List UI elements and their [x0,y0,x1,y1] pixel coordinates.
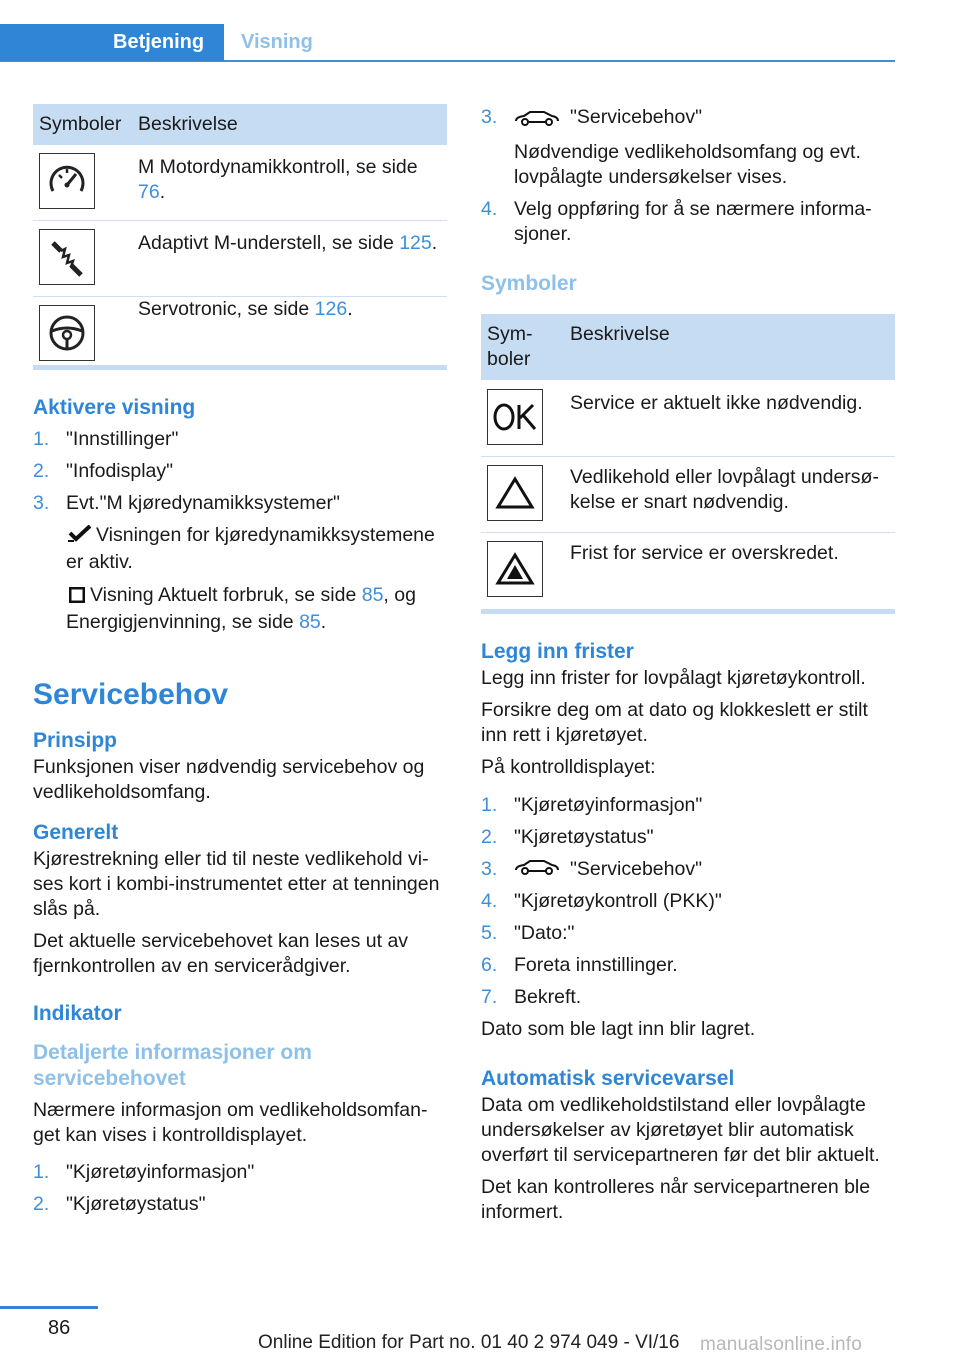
paragraph: Legg inn frister for lovpålagt kjøretøykontroll. [481,667,866,689]
paragraph: Nærmere informasjon om vedlikeholdsomfanget kan vises i kontrolldisplayet. [33,1099,428,1146]
warning-triangle-filled-icon [487,541,543,597]
square-icon [66,585,90,610]
page-ref-link[interactable]: 76 [138,181,160,203]
list-item: 3. Evt."M kjøredynamikksystemer" [33,492,340,514]
table-row: M Motordynamikkontroll, se side 76. [33,145,447,221]
symbol-table-1 [33,104,447,370]
left-column [33,104,447,1224]
list-item: 7. Bekreft. [481,986,582,1008]
row-text: Servotronic, se side [138,298,315,320]
list-item: 6. Foreta innstillinger. [481,954,678,976]
table-header [481,314,895,380]
paragraph: Dato som ble lagt inn blir lagret. [481,1018,756,1040]
page-ref-link[interactable]: 126 [314,298,348,320]
right-column [481,105,895,1225]
heading-symboler: Symboler [481,272,577,295]
list-item: 1. "Kjøretøyinformasjon" [481,794,703,816]
steps-list [481,793,895,1017]
paragraph: Forsikre deg om at dato og klokkeslett er stilt inn rett i kjøretøyet. [481,699,868,746]
table-row: Adaptivt M-understell, se side 125. [33,221,447,297]
section-legg-inn-frister [481,638,895,1042]
paragraph: På kontrolldisplayet: [481,756,656,778]
paragraph: Data om vedlikeholdstilstand eller lovpålagte undersøkelser av kjøretøyet blir automatisk overført til servicepartneren før det blir aktuelt. [481,1094,880,1166]
list-item: 2. "Kjøretøystatus" [33,1193,206,1215]
list-item: 2. "Infodisplay" [33,460,174,482]
heading-prinsipp: Prinsipp [33,729,118,752]
col-header-description: Beskrivelse [138,113,238,135]
paragraph: Kjørestrekning eller tid til neste vedlikehold vises kort i kombi-instrumentet etter at tenningen slås på. [33,848,440,920]
list-item: 3. "Servicebehov" [481,857,895,889]
row-text: Vedlikehold eller lovpålagt undersøkelse er snart nødvendig. [570,466,879,513]
tab-betjening[interactable]: Betjening [0,24,224,61]
warning-triangle-icon [487,465,543,521]
row-text: M Motordynamikkontroll, se side [138,156,418,178]
page-ref-link[interactable]: 85 [361,584,384,606]
table-header [33,104,447,145]
footer-edition-text: Online Edition for Part no. 01 40 2 974 049 - VI/16 [258,1332,680,1353]
car-icon [514,857,570,889]
heading-automatisk-servicevarsel: Automatisk servicevarsel [481,1067,735,1090]
header-tabs [0,24,895,62]
steps-list [481,105,895,247]
row-text: Frist for service er overskredet. [570,542,839,564]
tab-visning[interactable]: Visning [241,31,313,53]
shock-absorber-icon [39,229,95,285]
heading-servicebehov: Servicebehov [33,678,229,711]
col-header-symbol: Symboler [487,323,533,370]
row-text: Service er aktuelt ikke nødvendig. [570,392,863,414]
page-number: 86 [48,1317,71,1339]
list-item: 1. "Innstillinger" [33,428,179,450]
speedometer-icon [39,153,95,209]
note-inactive: Visning Aktuelt forbruk, se side 85, og Energigjenvinning, se side 85. [66,584,416,633]
row-text: Adaptivt M-understell, se side [138,232,400,254]
list-item: 4. "Kjøretøykontroll (PKK)" [481,890,722,912]
heading-aktivere-visning: Aktivere visning [33,396,196,419]
section-automatisk-servicevarsel [481,1065,895,1225]
footer-rule [0,1306,98,1309]
heading-generelt: Generelt [33,821,119,844]
page-ref-link[interactable]: 85 [299,611,321,633]
list-item: 5. "Dato:" [481,922,575,944]
list-item: 1. "Kjøretøyinformasjon" [33,1161,255,1183]
table-row [481,380,895,457]
list-item: 2. "Kjøretøystatus" [481,826,654,848]
col-header-symbol: Symboler [39,113,122,135]
list-item: 4. Velg oppføring for å se nærmere informasjoner. [481,198,872,245]
section-servicebehov [33,677,447,1224]
note-active: Visningen for kjøredynamikksystemene er aktiv. [66,524,435,573]
heading-indikator: Indikator [33,1002,122,1025]
car-icon [514,108,570,133]
paragraph: Funksjonen viser nødvendig servicebehov og vedlikeholdsomfang. [33,756,425,803]
heading-detaljerte-informasjoner: Detaljerte informasjoner om servicebehovet [33,1041,312,1090]
section-aktivere-visning [33,394,447,635]
list-item: 3. "Servicebehov" Nødvendige vedlikeholdsomfang og evt. lovpålagte undersøkelser vises. [481,105,895,190]
page-ref-link[interactable]: 125 [399,232,432,254]
col-header-description: Beskrivelse [570,323,670,345]
heading-legg-inn-frister: Legg inn frister [481,640,634,663]
checkmark-icon [66,525,96,550]
paragraph: Det kan kontrolleres når servicepartneren ble informert. [481,1176,871,1223]
watermark: manualsonline.info [700,1334,863,1355]
paragraph: Nødvendige vedlikeholdsomfang og evt. lovpålagte undersøkelser vises. [514,141,861,188]
table-bottom-rule [481,609,895,614]
steering-wheel-icon [39,305,95,361]
table-row: Servotronic, se side 126. [33,297,447,373]
table-row [481,457,895,533]
ok-icon [487,389,543,445]
paragraph: Det aktuelle servicebehovet kan leses ut av fjernkontrollen av en servicerådgiver. [33,930,409,977]
symbol-table-2 [481,314,895,614]
steps-list [33,1160,447,1224]
steps-list [33,427,447,523]
table-row [481,533,895,609]
